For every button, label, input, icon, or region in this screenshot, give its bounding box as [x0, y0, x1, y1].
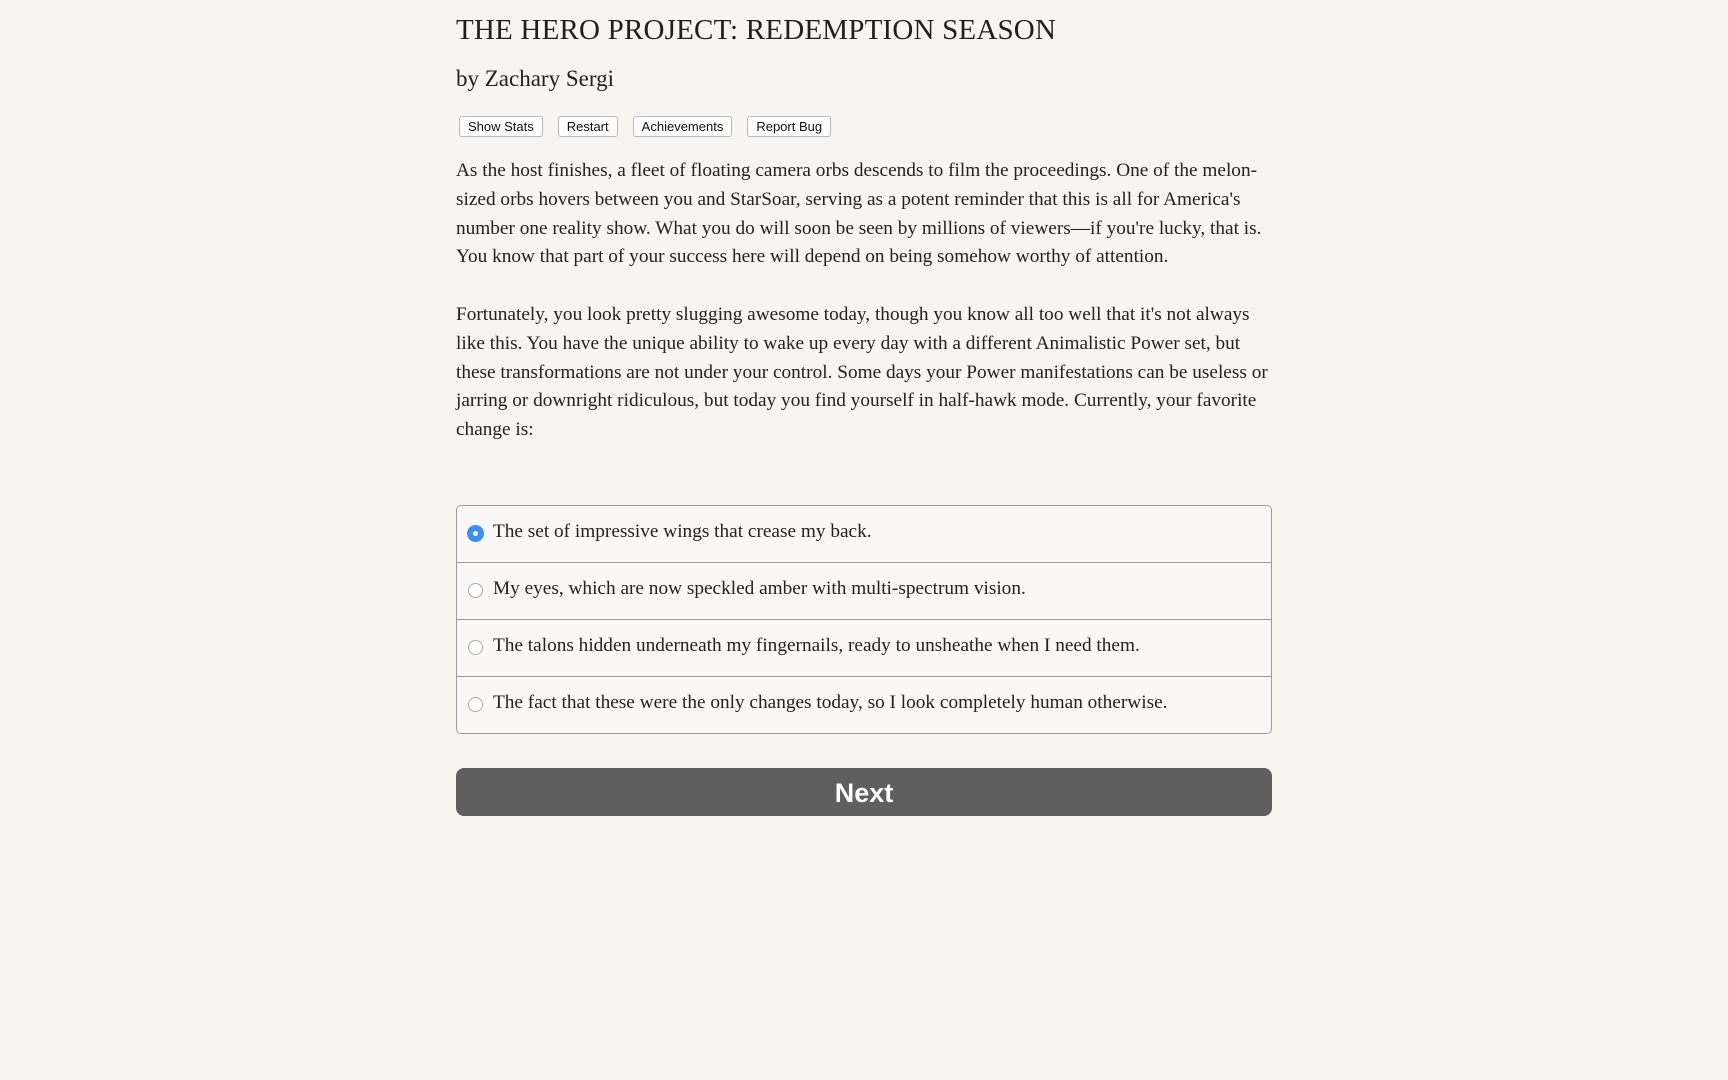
story-paragraph: As the host finishes, a fleet of floating camera orbs descends to film the proceedings. One of the melon-sized orbs hovers between you and StarSoar, serving as a potent reminder that this is all for America's number one reality show. What you do will soon be seen by millions of viewers—if you're lucky, that is. You know that part of your success here will depend on being somehow worthy of attention. — [456, 160, 1262, 268]
choice-option[interactable] — [457, 506, 1271, 562]
choice-option[interactable] — [457, 562, 1271, 619]
game-toolbar — [459, 116, 831, 137]
choice-option[interactable] — [457, 676, 1271, 733]
achievements-button[interactable]: Achievements — [633, 116, 733, 137]
show-stats-button[interactable]: Show Stats — [459, 116, 543, 137]
game-author: by Zachary Sergi — [456, 66, 614, 91]
choice-label[interactable]: The set of impressive wings that crease my back. — [493, 521, 872, 542]
choice-option[interactable] — [457, 619, 1271, 676]
game-title: THE HERO PROJECT: REDEMPTION SEASON — [456, 14, 1057, 46]
choice-label[interactable]: The talons hidden underneath my fingernails, ready to unsheathe when I need them. — [493, 635, 1140, 656]
restart-button[interactable]: Restart — [558, 116, 618, 137]
radio-unselected-icon[interactable] — [468, 583, 483, 598]
choice-list — [456, 505, 1272, 734]
choice-label[interactable]: The fact that these were the only changes today, so I look completely human otherwise. — [493, 692, 1168, 713]
radio-unselected-icon[interactable] — [468, 697, 483, 712]
report-bug-button[interactable]: Report Bug — [747, 116, 831, 137]
story-text — [456, 157, 1272, 474]
choice-label[interactable]: My eyes, which are now speckled amber with multi-spectrum vision. — [493, 578, 1026, 599]
next-button[interactable]: Next — [456, 768, 1272, 816]
radio-selected-icon[interactable] — [467, 525, 484, 542]
story-paragraph: Fortunately, you look pretty slugging awesome today, though you know all too well that it's not always like this. You have the unique ability to wake up every day with a different Animalistic Power set, but these transformations are not under your control. Some days your Power manifestations can be useless or jarring or downright ridiculous, but today you find yourself in half-hawk mode. Currently, your favorite change is: — [456, 303, 1268, 441]
radio-unselected-icon[interactable] — [468, 640, 483, 655]
